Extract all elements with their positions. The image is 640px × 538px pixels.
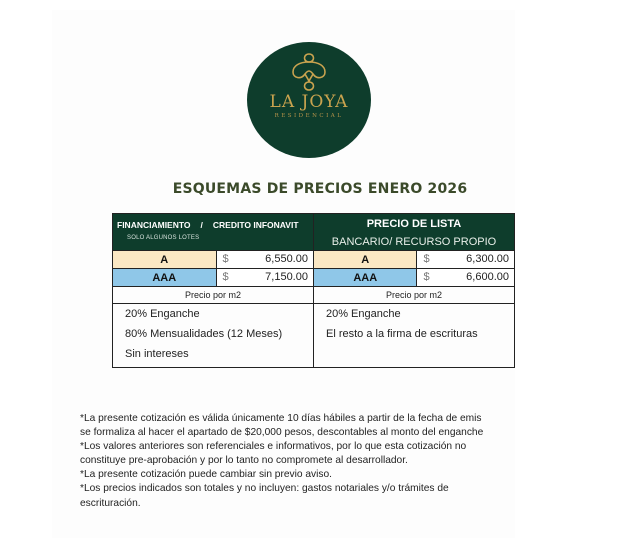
- level-label: A: [313, 251, 417, 269]
- note-line: *Los valores anteriores son referenciales e informativos, por lo que esta cotización no: [80, 441, 467, 453]
- price-cell: [417, 251, 515, 269]
- term-line: Sin intereses: [125, 348, 189, 360]
- price-cell: [216, 251, 313, 269]
- level-label: A: [113, 251, 217, 269]
- currency-symbol: $: [222, 253, 229, 265]
- list-price-title: PRECIO DE LISTA: [366, 218, 462, 230]
- note-line: *Los precios indicados son totales y no incluyen: gastos notariales y/o trámites de: [80, 483, 449, 495]
- unit-label: Precio por m2: [113, 287, 314, 304]
- price-value: 7,150.00: [265, 271, 308, 283]
- financing-terms: [113, 304, 314, 368]
- note-line: *La presente cotización es válida únicamente 10 días hábiles a partir de la fecha de emis: [80, 413, 482, 424]
- currency-symbol: $: [222, 271, 229, 283]
- table-row-aaa: [113, 269, 515, 287]
- ornament-icon: [289, 50, 329, 94]
- list-price-header: [313, 214, 514, 251]
- level-label: AAA: [113, 269, 217, 287]
- term-line: 20% Enganche: [125, 308, 200, 320]
- logo-subtitle: RESIDENCIAL: [274, 113, 344, 119]
- note-line: se formaliza al hacer el apartado de $20,000 pesos, descontables al monto del enganche: [80, 427, 484, 439]
- disclaimer-notes: [80, 412, 518, 511]
- term-line: El resto a la firma de escrituras: [325, 328, 478, 340]
- terms-row: [113, 304, 515, 368]
- price-table: [112, 213, 515, 368]
- price-value: 6,550.00: [265, 253, 308, 265]
- level-label: AAA: [313, 269, 417, 287]
- logo-name: LA JOYA: [269, 92, 349, 112]
- la-joya-logo: [247, 42, 371, 158]
- financing-label: FINANCIAMIENTO: [117, 220, 191, 230]
- term-line: 80% Mensualidades (12 Meses): [125, 328, 283, 340]
- note-line: constituye pre-aprobación y por lo tanto no compromete al desarrollador.: [80, 455, 408, 467]
- price-value: 6,300.00: [466, 253, 509, 265]
- term-line: 20% Enganche: [325, 308, 401, 320]
- currency-symbol: $: [423, 253, 430, 265]
- list-price-terms: [313, 304, 514, 368]
- price-cell: [216, 269, 313, 287]
- note-line: *La presente cotización puede cambiar sin previo aviso.: [80, 469, 333, 481]
- unit-row: [113, 287, 515, 304]
- financing-header: [113, 214, 314, 251]
- price-cell: [417, 269, 515, 287]
- unit-label: Precio por m2: [313, 287, 514, 304]
- page-title: ESQUEMAS DE PRECIOS ENERO 2026: [172, 181, 468, 197]
- lots-note: SOLO ALGUNOS LOTES: [127, 235, 200, 241]
- header-separator: /: [200, 220, 203, 230]
- table-row-a: [113, 251, 515, 269]
- credit-label: CREDITO INFONAVIT: [212, 220, 299, 230]
- price-value: 6,600.00: [466, 271, 509, 283]
- list-price-subtitle: BANCARIO/ RECURSO PROPIO: [331, 236, 497, 248]
- currency-symbol: $: [423, 271, 430, 283]
- note-line: escrituración.: [80, 497, 141, 509]
